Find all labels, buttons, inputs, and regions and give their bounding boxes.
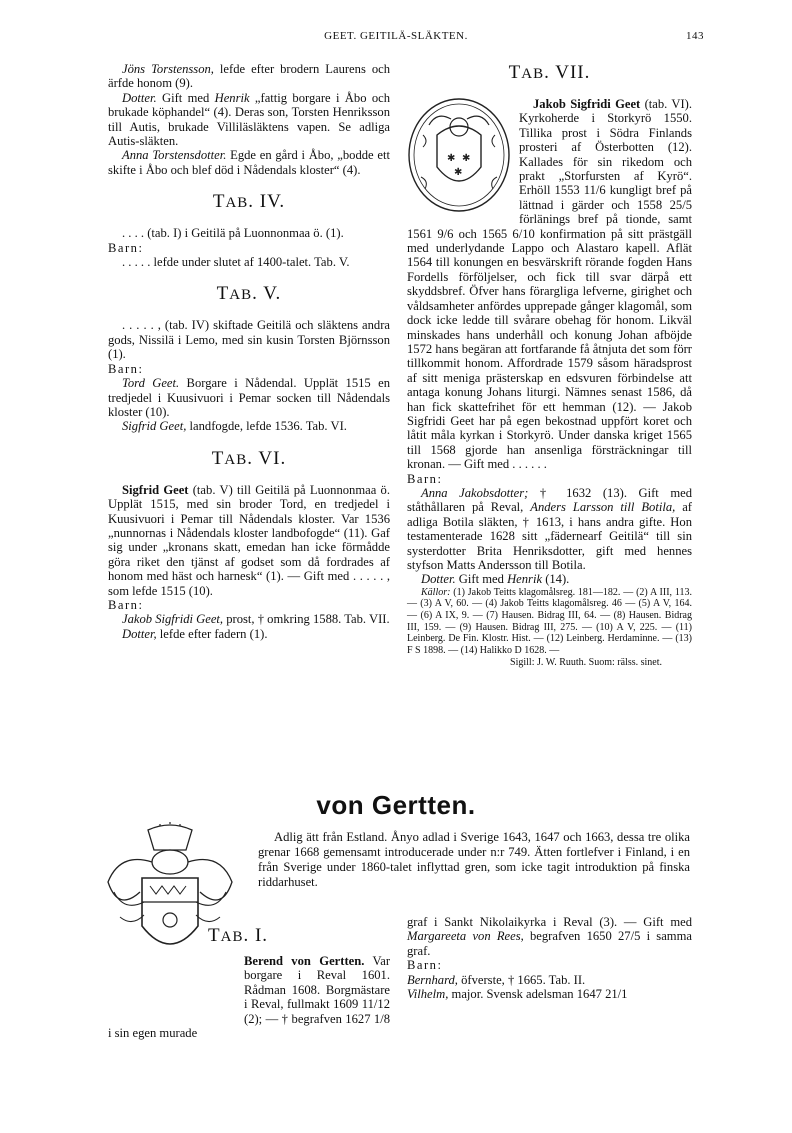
- tab-heading: [108, 191, 390, 214]
- heading-smallcaps: AB: [225, 195, 249, 212]
- person-name: Anna Jakobsdotter;: [421, 485, 529, 500]
- paragraph-text: begrafven 1650 27/5 i samma graf.: [407, 929, 692, 958]
- person-name: Berend von Gertten.: [244, 954, 365, 968]
- paragraph-text: landfogde, lefde 1536. Tab. VI.: [186, 419, 347, 434]
- person-name: Bernhard,: [407, 972, 458, 987]
- crest-float: [108, 954, 244, 1014]
- tab-heading: [108, 448, 390, 471]
- tab-heading: [108, 925, 390, 948]
- paragraph: [108, 612, 390, 626]
- heading-number: . I.: [243, 925, 269, 946]
- paragraph-text: (14).: [542, 572, 570, 587]
- paragraph-text: (tab. VI). Kyrkoherde i Storkyrö 1550. Tillika prost i Södra Finlands prosteri af Österbotten (12). Kallades för sin rikedom och prakt „Storfursten af Kyrö“. Erhöll 1553 11/6 kungligt bref på lättnad i gärder och 1558 25/5 förlänings bref på tionde, samt 1561 9/6 och 1565 6/10 konfirmation på sitt prästgäll med underlydande Lappo och Alastaro kapell. Aflät 1564 till konungen en besvärskrift rörande fogden Hans Fordells förföljelser, och fick till svar därpå ett skyddsbref. Öfver hans förargliga lefverne, girighet och våldsamheter anfördes upprepade gånger klagomål, som dock icke ledde till svårare obehag för honom. Likväl minskades hans underhåll och konung Johan afböjde 1572 hans begäran att fortfarande få åtnjuta det som förr tillkommit honom. Affordrade 1579 såsom häradsprost af sitt meniga prästerskap en edsvuren förbindelse att antaga konung Johans liturgi. Nämnes senast 1586, då han fick skattefrihet för ett hemman (12). — Jakob Sigfridi Geet har på egen bekostnad uppfört koret och låtit måla kyrkan i Storkyrö. Under danska kriget 1565 till 1568 gjorde han ansenliga försträckningar till kronan. — Gift med . . . . . .: [407, 97, 692, 472]
- heading-cap: T: [216, 283, 230, 305]
- svg-text:✱: ✱: [454, 167, 463, 178]
- heading-number: . VII.: [544, 62, 591, 83]
- person-name: Vilhelm,: [407, 987, 449, 1002]
- heading-cap: T: [212, 191, 226, 213]
- paragraph-text: graf i Sankt Nikolaikyrka i Reval (3). — Gift med: [407, 915, 692, 929]
- paragraph-text: lefde efter brodern Laurens och ärfde honom (9).: [108, 62, 391, 91]
- paragraph-text: „fattig borgare i Åbo och brukade köphandel“ (4). Deras son, Torsten Henriksson till Autis, brukade Villiläsläktens vapen. Se adliga Autis-släkten.: [108, 90, 391, 149]
- person-name: Jakob Sigfridi Geet: [533, 97, 641, 111]
- heading-number: . IV.: [248, 191, 286, 213]
- paragraph: [108, 148, 390, 177]
- heading-smallcaps: AB: [521, 66, 545, 82]
- heading-cap: T: [211, 447, 225, 469]
- person-name: Sigfrid Geet,: [122, 419, 187, 434]
- paragraph-text: (tab. V) till Geitilä på Luonnonmaa ö. Upplät 1515, med sin broder Tord, en tredjedel i Kuusivuori i Pemar till Nådendals kloster. Var 1536 „nunnornas i Nådendals kloster landbofogde“ (11). Gaf sig under „kronans skatt, emedan han icke förmådde göra riket den tjänst af godset som då fordrades af honom med häst och harnesk“ (1). — Gift med . . . . . , som lefde 1515 (10).: [108, 482, 391, 598]
- section-title: von Gertten.: [316, 790, 476, 820]
- tab-heading: [407, 62, 692, 85]
- paragraph-text: af adliga Botila släkten, † 1613, i hans andra gifte. Hon testamenterade 1628 sitt „fädernearf Geitilä“ till sin systerdotter Brita Henriksdotter, gift med hennes styfson Matts Andersson till Botila.: [407, 500, 692, 572]
- paragraph: . . . . . , (tab. IV) skiftade Geitilä och släktens andra gods, Nissilä i Lemo, med sin kusin Torsten Björnsson (1).: [108, 318, 390, 362]
- sources-label: Källor:: [421, 586, 451, 598]
- paragraph: [108, 62, 390, 91]
- left-column: [108, 62, 390, 641]
- person-name: Jöns Torstensson,: [122, 62, 214, 76]
- paragraph: [407, 915, 692, 958]
- person-name: Margareeta von Rees,: [407, 929, 524, 944]
- sources-text: (1) Jakob Teitts klagomålsreg. 181—182. — (2) A III, 113. — (3) A V, 60. — (4) Jakob Teitts klagomålsreg. 46 — (5) A V, 164. — (6) A IX, 9. — (7) Hausen. Bidrag III, 64. — (8) Hausen. Bidrag III, 159. — (9) Hausen. Bidrag III, 275. — (10) A V, 225. — (11) Leinberg. De Fin. Klostr. Hist. — (12) Leinberg. Herdaminne. — (13) F S 1898. — (14) Halikko D 1628. —: [407, 586, 692, 656]
- crest-float: [407, 97, 519, 217]
- heading-number: . VI.: [247, 447, 287, 469]
- heading-smallcaps: AB: [224, 451, 248, 468]
- person-name: Henrik: [507, 572, 543, 587]
- sigill-note: Sigill: J. W. Ruuth. Suom: rälss. sinet.: [510, 657, 662, 669]
- person-name: Sigfrid Geet: [122, 482, 189, 497]
- person-name: Tord Geet.: [122, 376, 180, 391]
- heading-smallcaps: AB: [220, 929, 244, 945]
- family-intro: [258, 830, 690, 890]
- barn-label: Barn:: [407, 471, 443, 486]
- paragraph: [407, 572, 692, 586]
- paragraph-text: Gift med: [455, 572, 508, 587]
- paragraph: [108, 376, 390, 419]
- paragraph: [407, 486, 692, 572]
- paragraph: [108, 419, 390, 433]
- paragraph: Adlig ätt från Estland. Ånyo adlad i Sverige 1643, 1647 och 1663, dessa tre olika grenar 1668 gemensamt introducerade under n:r 749. Ätten fortlefver i Finland, i en från Sverige under 1860-talet inflyttad gren, som icke tagit introduktion på finska riddarhuset.: [258, 830, 690, 889]
- paragraph-text: lefde efter fadern (1).: [156, 626, 268, 641]
- paragraph-text: † 1632 (13). Gift med ståthållaren på Reval,: [407, 485, 693, 515]
- paragraph: . . . . . lefde under slutet af 1400-talet. Tab. V.: [122, 255, 350, 270]
- barn-label: Barn:: [108, 361, 144, 376]
- barn-label: Barn:: [407, 958, 443, 973]
- tab-heading: [108, 283, 390, 306]
- paragraph-text: major. Svensk adelsman 1647 21/1: [448, 987, 628, 1002]
- barn-label: Barn:: [108, 240, 144, 255]
- person-name: Jakob Sigfridi Geet,: [122, 612, 224, 627]
- paragraph-text: Gift med: [156, 90, 215, 105]
- person-name: Anna Torstensdotter.: [122, 148, 227, 163]
- paragraph-text: Borgare i Nådendal. Upplät 1515 en tredjedel i Kuusivuori i Pemar socken till Nådendals kloster (10).: [108, 376, 390, 419]
- person-name: Dotter.: [421, 572, 456, 587]
- paragraph: [108, 91, 390, 149]
- heading-smallcaps: AB: [229, 287, 253, 304]
- paragraph: [407, 973, 692, 987]
- person-name: Henrik: [214, 90, 250, 105]
- paragraph: [108, 483, 390, 598]
- gertten-left-column: [108, 925, 390, 1040]
- running-title: GEET. GEITILÄ-SLÄKTEN.: [324, 30, 468, 42]
- gertten-right-column: [407, 915, 692, 1001]
- heading-cap: T: [508, 62, 522, 83]
- person-name: Dotter,: [122, 626, 157, 641]
- running-header: [0, 30, 792, 46]
- person-name: Dotter.: [122, 90, 157, 105]
- paragraph-text: Var borgare i Reval 1601. Rådman 1608. Borgmästare i Reval, fullmakt 1609 11/12 (2); — † begrafven 1627 1/8 i sin egen murade: [108, 954, 391, 1041]
- paragraph-text: öfverste, † 1665. Tab. II.: [457, 972, 586, 987]
- right-column: [407, 62, 692, 671]
- svg-text:✱: ✱: [462, 153, 471, 164]
- paragraph: [108, 627, 390, 641]
- person-name: Anders Larsson till Botila,: [530, 500, 676, 515]
- svg-text:✱: ✱: [447, 153, 456, 164]
- heading-number: . V.: [252, 283, 282, 305]
- paragraph: . . . . (tab. I) i Geitilä på Luonnonmaa ö. (1).: [122, 226, 344, 241]
- coat-of-arms-icon: [407, 97, 511, 213]
- heading-cap: T: [208, 925, 221, 946]
- barn-label: Barn:: [108, 597, 144, 612]
- sources-note: [407, 587, 692, 657]
- paragraph: [407, 987, 692, 1001]
- page-number: 143: [686, 30, 704, 42]
- paragraph-text: prost, † omkring 1588. Tab. VII.: [223, 612, 390, 627]
- paragraph-text: Egde en gård i Åbo, „bodde ett skifte i Åbo och blef död i Nådendals kloster“ (4).: [108, 148, 390, 177]
